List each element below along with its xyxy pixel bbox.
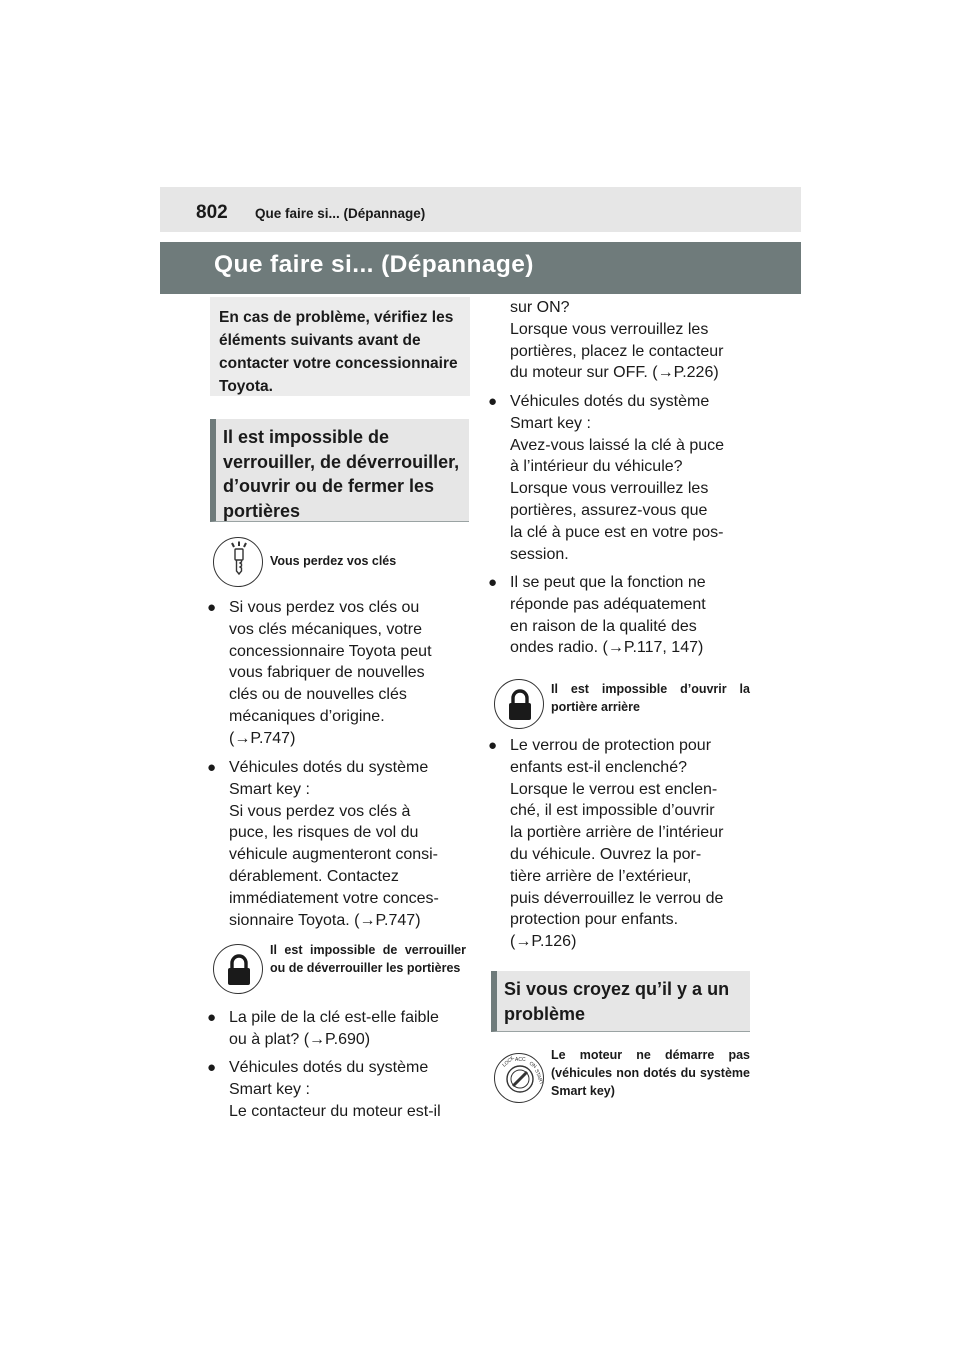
- bullet-text: Il se peut que la fonction ne réponde pas adéquatement en raison de la qualité des ondes radio. (→P.117, 147): [510, 574, 706, 657]
- list-item: [207, 757, 469, 931]
- svg-text:ON: ON: [527, 1060, 538, 1070]
- bullet-text: Véhicules dotés du système Smart key : Le contacteur du moteur est-il: [229, 1059, 441, 1120]
- bullet-icon: ●: [207, 759, 217, 776]
- continuation-text: sur ON? Lorsque vous verrouillez les portières, placez le contacteur du moteur sur OFF. (→P.226): [510, 299, 724, 382]
- bullet-text: Véhicules dotés du système Smart key : Avez-vous laissé la clé à puce à l’intérieur du véhicule? Lorsque vous verrouillez les portières, assurez-vous que la clé à puce est en votre pos- session.: [510, 393, 725, 563]
- subhead-lost-keys: Vous perdez vos clés: [270, 554, 397, 568]
- list-item: [488, 572, 755, 659]
- padlock-icon: [213, 944, 263, 994]
- section-heading-text: Il est impossible de verrouiller, de déverrouiller, d’ouvrir ou de fermer les portières: [223, 427, 460, 521]
- subhead-engine-no-start: Le moteur ne démarre pas (véhicules non dotés du système Smart key): [551, 1048, 750, 1098]
- svg-text:START: START: [533, 1068, 545, 1086]
- svg-text:LOCK: LOCK: [501, 1055, 516, 1069]
- list-item: [207, 1007, 469, 1051]
- bullet-icon: ●: [488, 574, 498, 591]
- bullet-text: Véhicules dotés du système Smart key : Si vous perdez vos clés à puce, les risques de vol du véhicule augmenteront consi- dérablement. Contactez immédiatement votre conces- sionnaire Toyota. (→P.747): [229, 759, 439, 929]
- intro-text: En cas de problème, vérifiez les éléments suivants avant de contacter votre concessionnaire Toyota.: [219, 309, 458, 395]
- ignition-switch-icon: [494, 1053, 544, 1103]
- bullet-icon: ●: [207, 1059, 217, 1076]
- bullet-icon: ●: [207, 599, 217, 616]
- subhead-cannot-lock: Il est impossible de verrouiller ou de déverrouiller les portières: [270, 943, 466, 975]
- bullet-text: Le verrou de protection pour enfants est-il enclenché? Lorsque le verrou est enclen- ché, il est impossible d’ouvrir la portière arrière de l’intérieur du véhicule. Ouvrez la por- tière arrière de l’extérieur, puis déverrouillez le verrou de protection pour enfants. (→P.126): [510, 737, 724, 951]
- bullet-icon: ●: [488, 393, 498, 410]
- header-section-title: Que faire si... (Dépannage): [255, 206, 426, 221]
- page-title: Que faire si... (Dépannage): [214, 251, 534, 278]
- intro-box: [210, 297, 470, 396]
- page-number: 802: [196, 202, 228, 223]
- key-icon: [213, 537, 263, 587]
- bullet-text: Si vous perdez vos clés ou vos clés mécaniques, votre concessionnaire Toyota peut vous fabriquer de nouvelles clés ou de nouvelles clés mécaniques d’origine. (→P.747): [229, 599, 432, 747]
- list-item: [207, 597, 469, 750]
- list-item: [488, 391, 755, 565]
- subhead-rear-door: Il est impossible d’ouvrir la portière arrière: [551, 682, 750, 714]
- section-heading-text: Si vous croyez qu’il y a un problème: [504, 979, 730, 1024]
- list-item: [488, 735, 755, 953]
- bullet-icon: ●: [207, 1009, 217, 1026]
- bullet-text: La pile de la clé est-elle faible ou à plat? (→P.690): [229, 1009, 439, 1048]
- svg-text:ACC: ACC: [515, 1057, 526, 1063]
- section-heading-problem: [491, 971, 750, 1032]
- padlock-icon: [494, 679, 544, 729]
- bullet-icon: ●: [488, 737, 498, 754]
- list-item: [207, 1057, 469, 1122]
- section-heading-doors: [210, 419, 469, 522]
